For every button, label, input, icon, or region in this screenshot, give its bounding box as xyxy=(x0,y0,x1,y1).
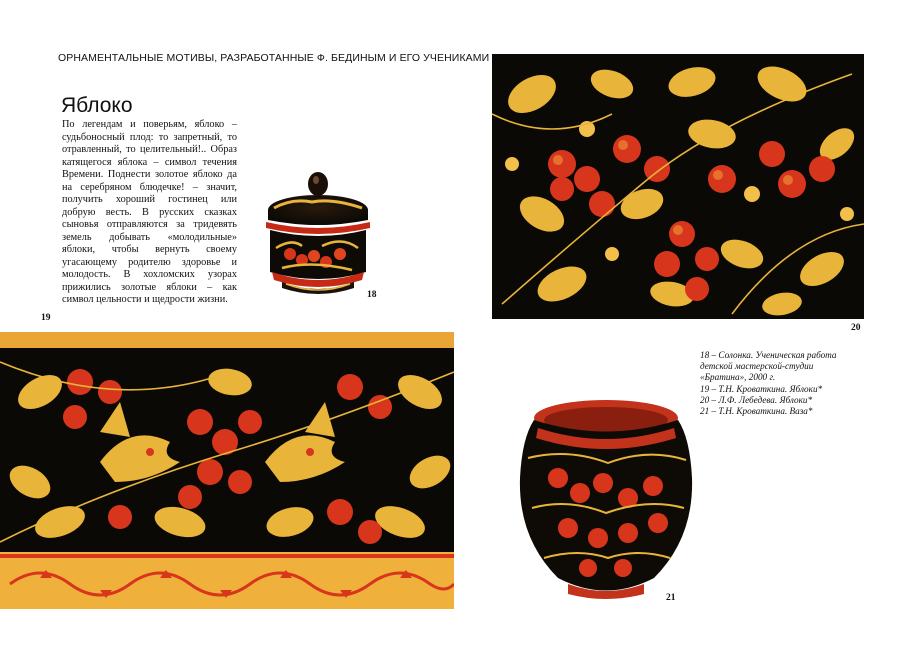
figure-20-ornament xyxy=(492,54,864,319)
figure-20-painting xyxy=(492,54,864,319)
body-text: По легендам и поверьям, яблоко – судьбоносный плод: то запретный, то отравленный, то целительный!.. Образ катящегося яблока – символ течения Времени. Поднести золотое яблоко да на серебряном блюдечке! – значит, получить хороший гостинец или добрую весть. В русских сказках сыновья отправляются за тридевять земель добывать «молодильные» яблоки, чтобы вернуть своему угасающему родителю здоровье и молодость. В хохломских узорах прижились золотые яблоки – как символ цельности и щедрости жизни. xyxy=(62,119,237,305)
figure-18-number: 18 xyxy=(367,290,377,300)
figure-19-number: 19 xyxy=(41,313,51,323)
caption-19: 19 – Т.Н. Кроваткина. Яблоки* xyxy=(700,383,823,394)
figure-21-vase xyxy=(508,398,704,600)
caption-18: 18 – Солонка. Ученическая работа детской мастерской-студии «Братина», 2000 г. xyxy=(700,350,837,383)
figure-captions xyxy=(700,350,850,417)
caption-20: 20 – Л.Ф. Лебедева. Яблоки* xyxy=(700,394,813,405)
figure-19-painting xyxy=(0,332,454,609)
figure-21-number: 21 xyxy=(666,593,676,603)
figure-18-box xyxy=(262,168,382,300)
figure-19-ornament xyxy=(0,332,454,609)
caption-21: 21 – Т.Н. Кроваткина. Ваза* xyxy=(700,406,813,417)
section-title: Яблоко xyxy=(61,94,133,117)
figure-20-number: 20 xyxy=(851,323,861,333)
running-header: ОРНАМЕНТАЛЬНЫЕ МОТИВЫ, РАЗРАБОТАННЫЕ Ф. БЕДИНЫМ И ЕГО УЧЕНИКАМИ xyxy=(58,52,490,64)
